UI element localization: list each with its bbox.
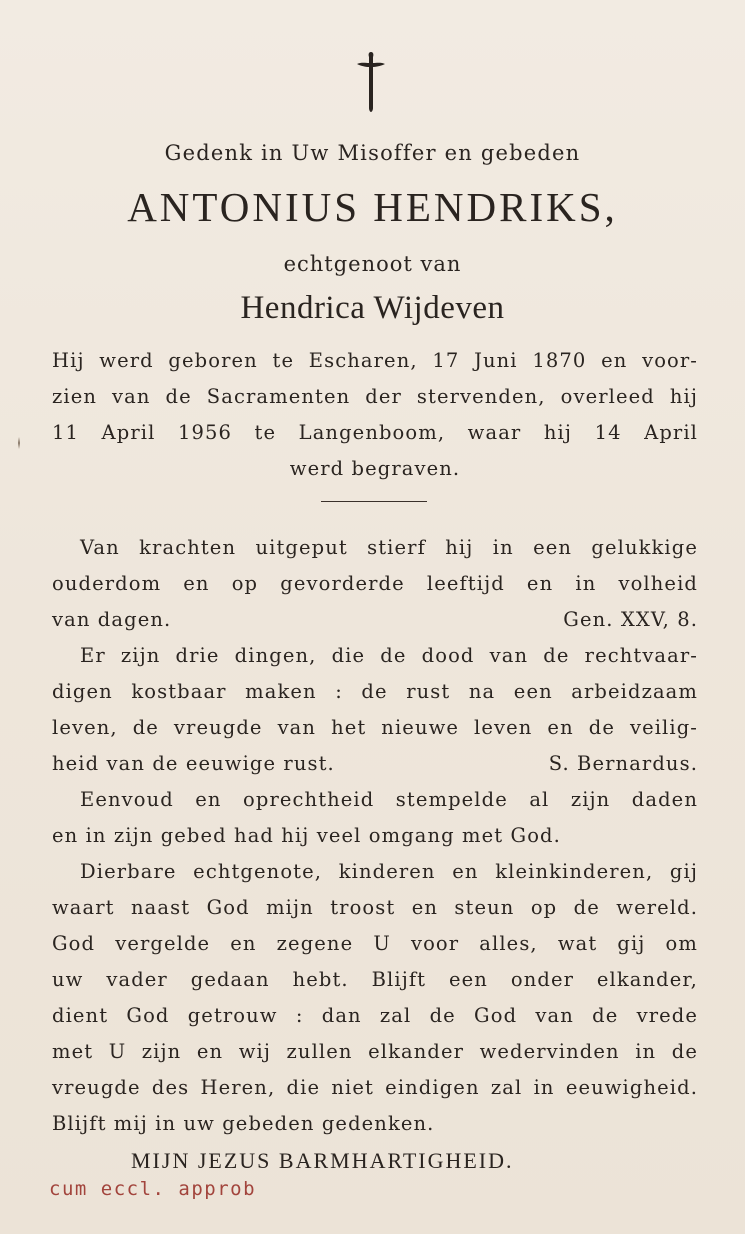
quote-text: heid van de eeuwige rust. [52,752,335,775]
text-line: Dierbare echtgenote, kinderen en kleinkinderen, gij [80,860,698,883]
text-line: ouderdom en op gevorderde leeftijd en in volheid [52,572,698,595]
quote-line [52,746,698,782]
quote-line [52,602,698,638]
quote-text: van dagen. [52,608,172,631]
biography-line: zien van de Sacramenten der stervenden, overleed hij [52,385,698,408]
text-line: waart naast God mijn troost en steun op de wereld. [52,896,698,919]
text-line: dient God getrouw : dan zal de God van de vrede [52,1004,698,1027]
approbation-stamp: cum eccl. approb [49,1178,257,1200]
text-line: Eenvoud en oprechtheid stempelde al zijn daden [80,788,698,811]
memorial-intro: Gedenk in Uw Misoffer en gebeden [164,141,581,165]
text-line: met U zijn en wij zullen elkander wedervinden in de [52,1040,698,1063]
biography-line: werd begraven. [289,457,461,480]
quote-reference: Gen. XXV, 8. [563,608,698,631]
text-line: leven, de vreugde van het nieuwe leven en de veilig- [52,716,698,739]
quote-reference: S. Bernardus. [548,752,698,775]
paper-mark [17,437,21,449]
divider [321,501,427,502]
spouse-name: Hendrica Wijdeven [240,290,505,326]
biography-line: Hij werd geboren te Escharen, 17 Juni 1870 en voor- [52,349,698,372]
text-line: God vergelde en zegene U voor alles, wat gij om [52,932,698,955]
text-line: en in zijn gebed had hij veel omgang met God. [52,824,561,847]
text-line: uw vader gedaan hebt. Blijft een onder elkander, [52,968,698,991]
cross-icon [349,48,393,114]
text-line: Van krachten uitgeput stierf hij in een gelukkige [80,536,698,559]
deceased-name: ANTONIUS HENDRIKS, [127,184,618,230]
memorial-text [52,530,698,1142]
text-line: vreugde des Heren, die niet eindigen zal in eeuwigheid. [52,1076,698,1099]
text-line: Blijft mij in uw gebeden gedenken. [52,1112,435,1135]
biography-line: 11 April 1956 te Langenboom, waar hij 14 April [52,421,698,444]
relation-label: echtgenoot van [283,252,462,276]
text-line: Er zijn drie dingen, die de dood van de rechtvaar- [80,644,698,667]
text-line: digen kostbaar maken : de rust na een arbeidzaam [52,680,698,703]
closing-prayer: MIJN JEZUS BARMHARTIGHEID. [131,1148,514,1173]
biography [52,343,698,487]
